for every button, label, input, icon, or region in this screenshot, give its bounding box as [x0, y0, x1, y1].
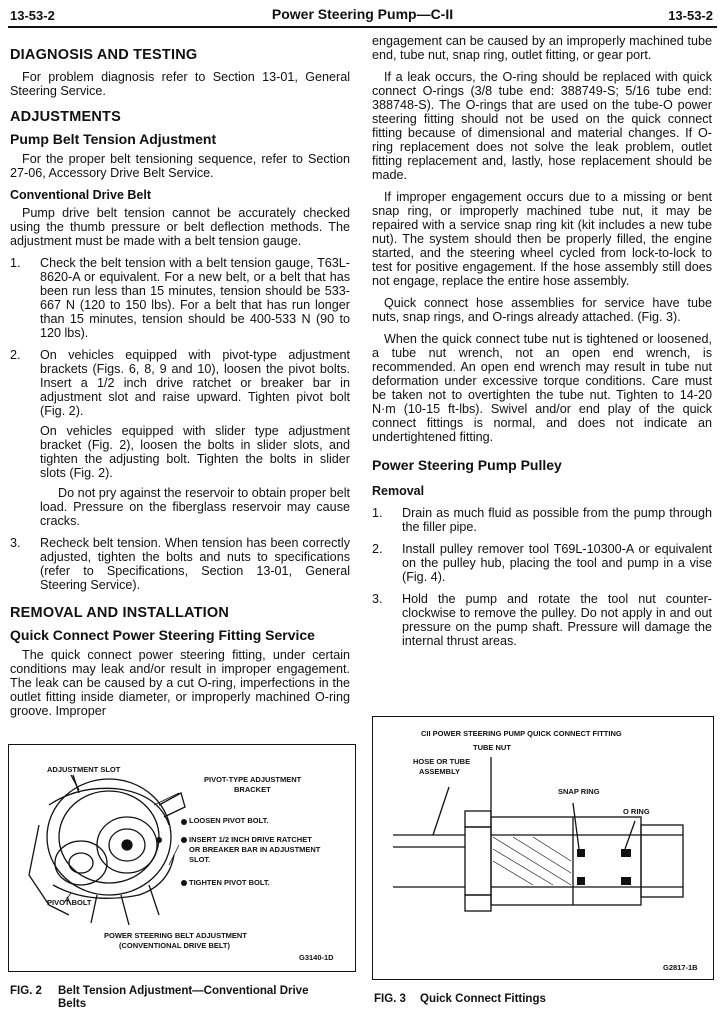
conventional-belt-text: Pump drive belt tension cannot be accurately checked using the thumb pressure or belt deflection methods. The adjustment must be made with a belt tension gauge. — [10, 206, 350, 248]
figure-2-code: G3140-1D — [299, 953, 334, 962]
quick-connect-text: The quick connect power steering fitting, under certain conditions may leak and/or result in improper engagement. The leak can be caused by a cut O-ring, imperfections in the outlet fitting inside diameter, or improperly machined O-ring groove. Improper — [10, 648, 350, 718]
list-item — [372, 592, 712, 648]
adjustments-heading: ADJUSTMENTS — [10, 109, 121, 125]
figure-2-caption-line2: (CONVENTIONAL DRIVE BELT) — [119, 941, 230, 950]
figure-3-box — [372, 716, 714, 980]
loosen-pivot-label: LOOSEN PIVOT BOLT. — [189, 816, 269, 825]
step-text: On vehicles equipped with pivot-type adjustment brackets (Figs. 6, 8, 9 and 10), loosen the pivot bolts. Insert a 1/2 inch drive ratchet or breaker bar in adjustment slot and raise upward. Tighten pivot bolt (Fig. 2). — [40, 348, 350, 418]
tighten-pivot-label: TIGHTEN PIVOT BOLT. — [189, 878, 270, 887]
figure-3-title-text: Quick Connect Fittings — [420, 993, 546, 1005]
step-number: 3. — [372, 592, 383, 606]
leak-text: If a leak occurs, the O-ring should be replaced with quick connect O-rings (3/8 tube end: 388749-S; 5/16 tube end: 388748-S). The O-rings that are used on the tube-O power steering fitting should not be used on the quick connect fitting because of dimensional and material changes. If O-ring replacement does not solve the leak problem, outlet fitting replacement and, lastly, hose replacement should be made. — [372, 70, 712, 182]
hose-tube-label-line1: HOSE OR TUBE — [413, 757, 471, 766]
hose-assemblies-text: Quick connect hose assemblies for service have tube nuts, snap rings, and O-rings already attached. (Fig. 3). — [372, 296, 712, 324]
list-item — [10, 348, 350, 528]
removal-heading: REMOVAL AND INSTALLATION — [10, 605, 230, 621]
tube-nut-wrench-text: When the quick connect tube nut is tightened or loosened, a tube nut wrench, not an open end wrench, is recommended. An open end wrench may result in tube nut deformation under excessive torque conditions. Care must be taken not to overtighten the tube nut. Tighten to 14-20 N·m (10-15 ft-lbs). Swivel and/or end play of the quick connect fittings is normal, and does not indicate an undertightened fitting. — [372, 332, 712, 444]
diagnosis-text: For problem diagnosis refer to Section 13-01, General Steering Service. — [10, 70, 350, 98]
step-number: 2. — [10, 348, 21, 362]
step-number: 3. — [10, 536, 21, 550]
list-item — [372, 506, 712, 534]
step-number: 1. — [10, 256, 21, 270]
figure-2-box — [8, 744, 356, 972]
figure-2-title-line2: Belts — [58, 998, 87, 1010]
list-item — [10, 536, 350, 592]
figure-2-caption-line1: POWER STEERING BELT ADJUSTMENT — [104, 931, 247, 940]
adjustment-steps — [10, 256, 350, 592]
pivot-type-label-line2: BRACKET — [234, 785, 271, 794]
list-item — [372, 542, 712, 584]
improper-engagement-text: If improper engagement occurs due to a missing or bent snap ring, or improperly machined tube nut, it may be repaired with a service snap ring kit (kit includes a new tube nut). The system should then be properly filled, the engine started, and the steering wheel cycled from lock-to-lock to test for positive engagement. If the hose assembly still does not engage, replace the entire hose assembly. — [372, 190, 712, 288]
pivot-type-label-line1: PIVOT-TYPE ADJUSTMENT — [204, 775, 302, 784]
step-text: Check the belt tension with a belt tension gauge, T63L-8620-A or equivalent. For a new belt, or a belt that has been run less than 15 minutes, tension should be 533-667 N (120 to 150 lbs). For a belt that has run longer than 15 minutes, tension should be 400-533 N (90 to 120 lbs). — [40, 256, 350, 340]
insert-ratchet-label-line2: OR BREAKER BAR IN ADJUSTMENT — [189, 845, 321, 854]
o-ring-label: O RING — [623, 807, 650, 816]
insert-ratchet-label-line1: INSERT 1/2 INCH DRIVE RATCHET — [189, 835, 312, 844]
step-number: 1. — [372, 506, 383, 520]
figure-3-code: G2817-1B — [663, 963, 698, 972]
page-number-left: 13-53-2 — [10, 8, 55, 23]
step-text: Install pulley remover tool T69L-10300-A or equivalent on the pulley hub, placing the tool and pump in a vise (Fig. 4). — [402, 542, 712, 584]
removal-steps — [372, 506, 712, 648]
belt-tension-heading: Pump Belt Tension Adjustment — [10, 131, 217, 147]
pulley-heading: Power Steering Pump Pulley — [372, 457, 562, 473]
belt-tension-text: For the proper belt tensioning sequence, refer to Section 27-06, Accessory Drive Belt Service. — [10, 152, 350, 180]
insert-ratchet-label-line3: SLOT. — [189, 855, 211, 864]
right-column — [372, 34, 712, 656]
hose-tube-label-line2: ASSEMBLY — [419, 767, 460, 776]
figure-2-number: FIG. 2 — [10, 985, 42, 997]
figure-3-title: CII POWER STEERING PUMP QUICK CONNECT FITTING — [421, 729, 622, 738]
header-rule — [8, 26, 717, 28]
conventional-belt-heading: Conventional Drive Belt — [10, 188, 151, 202]
page-title: Power Steering Pump—C-II — [271, 6, 454, 22]
removal-subheading: Removal — [372, 484, 425, 498]
left-column — [10, 48, 350, 726]
step-text: Hold the pump and rotate the tool nut counter-clockwise to remove the pulley. Do not apply in and out pressure on the pump shaft. Pressure will damage the internal thrust areas. — [402, 592, 712, 648]
step-subtext: On vehicles equipped with slider type adjustment bracket (Fig. 2), loosen the bolts in slider slots, and tighten the adjusting bolt. Tighten the bolts in slider slots (Fig. 2). — [40, 424, 350, 480]
list-item — [10, 256, 350, 340]
step-number: 2. — [372, 542, 383, 556]
pivot-bolt-label: PIVOT BOLT — [47, 898, 92, 907]
page-number-right: 13-53-2 — [668, 8, 713, 23]
snap-ring-label: SNAP RING — [558, 787, 600, 796]
diagnosis-heading: DIAGNOSIS AND TESTING — [10, 47, 198, 63]
figure-3-number: FIG. 3 — [374, 993, 406, 1005]
continued-text: engagement can be caused by an improperly machined tube end, tube nut, snap ring, outlet fitting, or gear port. — [372, 34, 712, 62]
adjustment-slot-label: ADJUSTMENT SLOT — [47, 765, 121, 774]
page-header — [0, 0, 725, 28]
step-text: Drain as much fluid as possible from the pump through the filler pipe. — [402, 506, 712, 534]
tube-nut-label: TUBE NUT — [473, 743, 511, 752]
quick-connect-heading: Quick Connect Power Steering Fitting Service — [10, 627, 315, 643]
figure-2-title-line1: Belt Tension Adjustment—Conventional Drive — [58, 985, 309, 997]
step-text: Recheck belt tension. When tension has been correctly adjusted, tighten the bolts and nuts to specifications (refer to Specifications, Section 13-01, General Steering Service). — [40, 536, 350, 592]
step-caution: Do not pry against the reservoir to obtain proper belt load. Pressure on the fiberglass reservoir may cause cracks. — [40, 486, 350, 528]
